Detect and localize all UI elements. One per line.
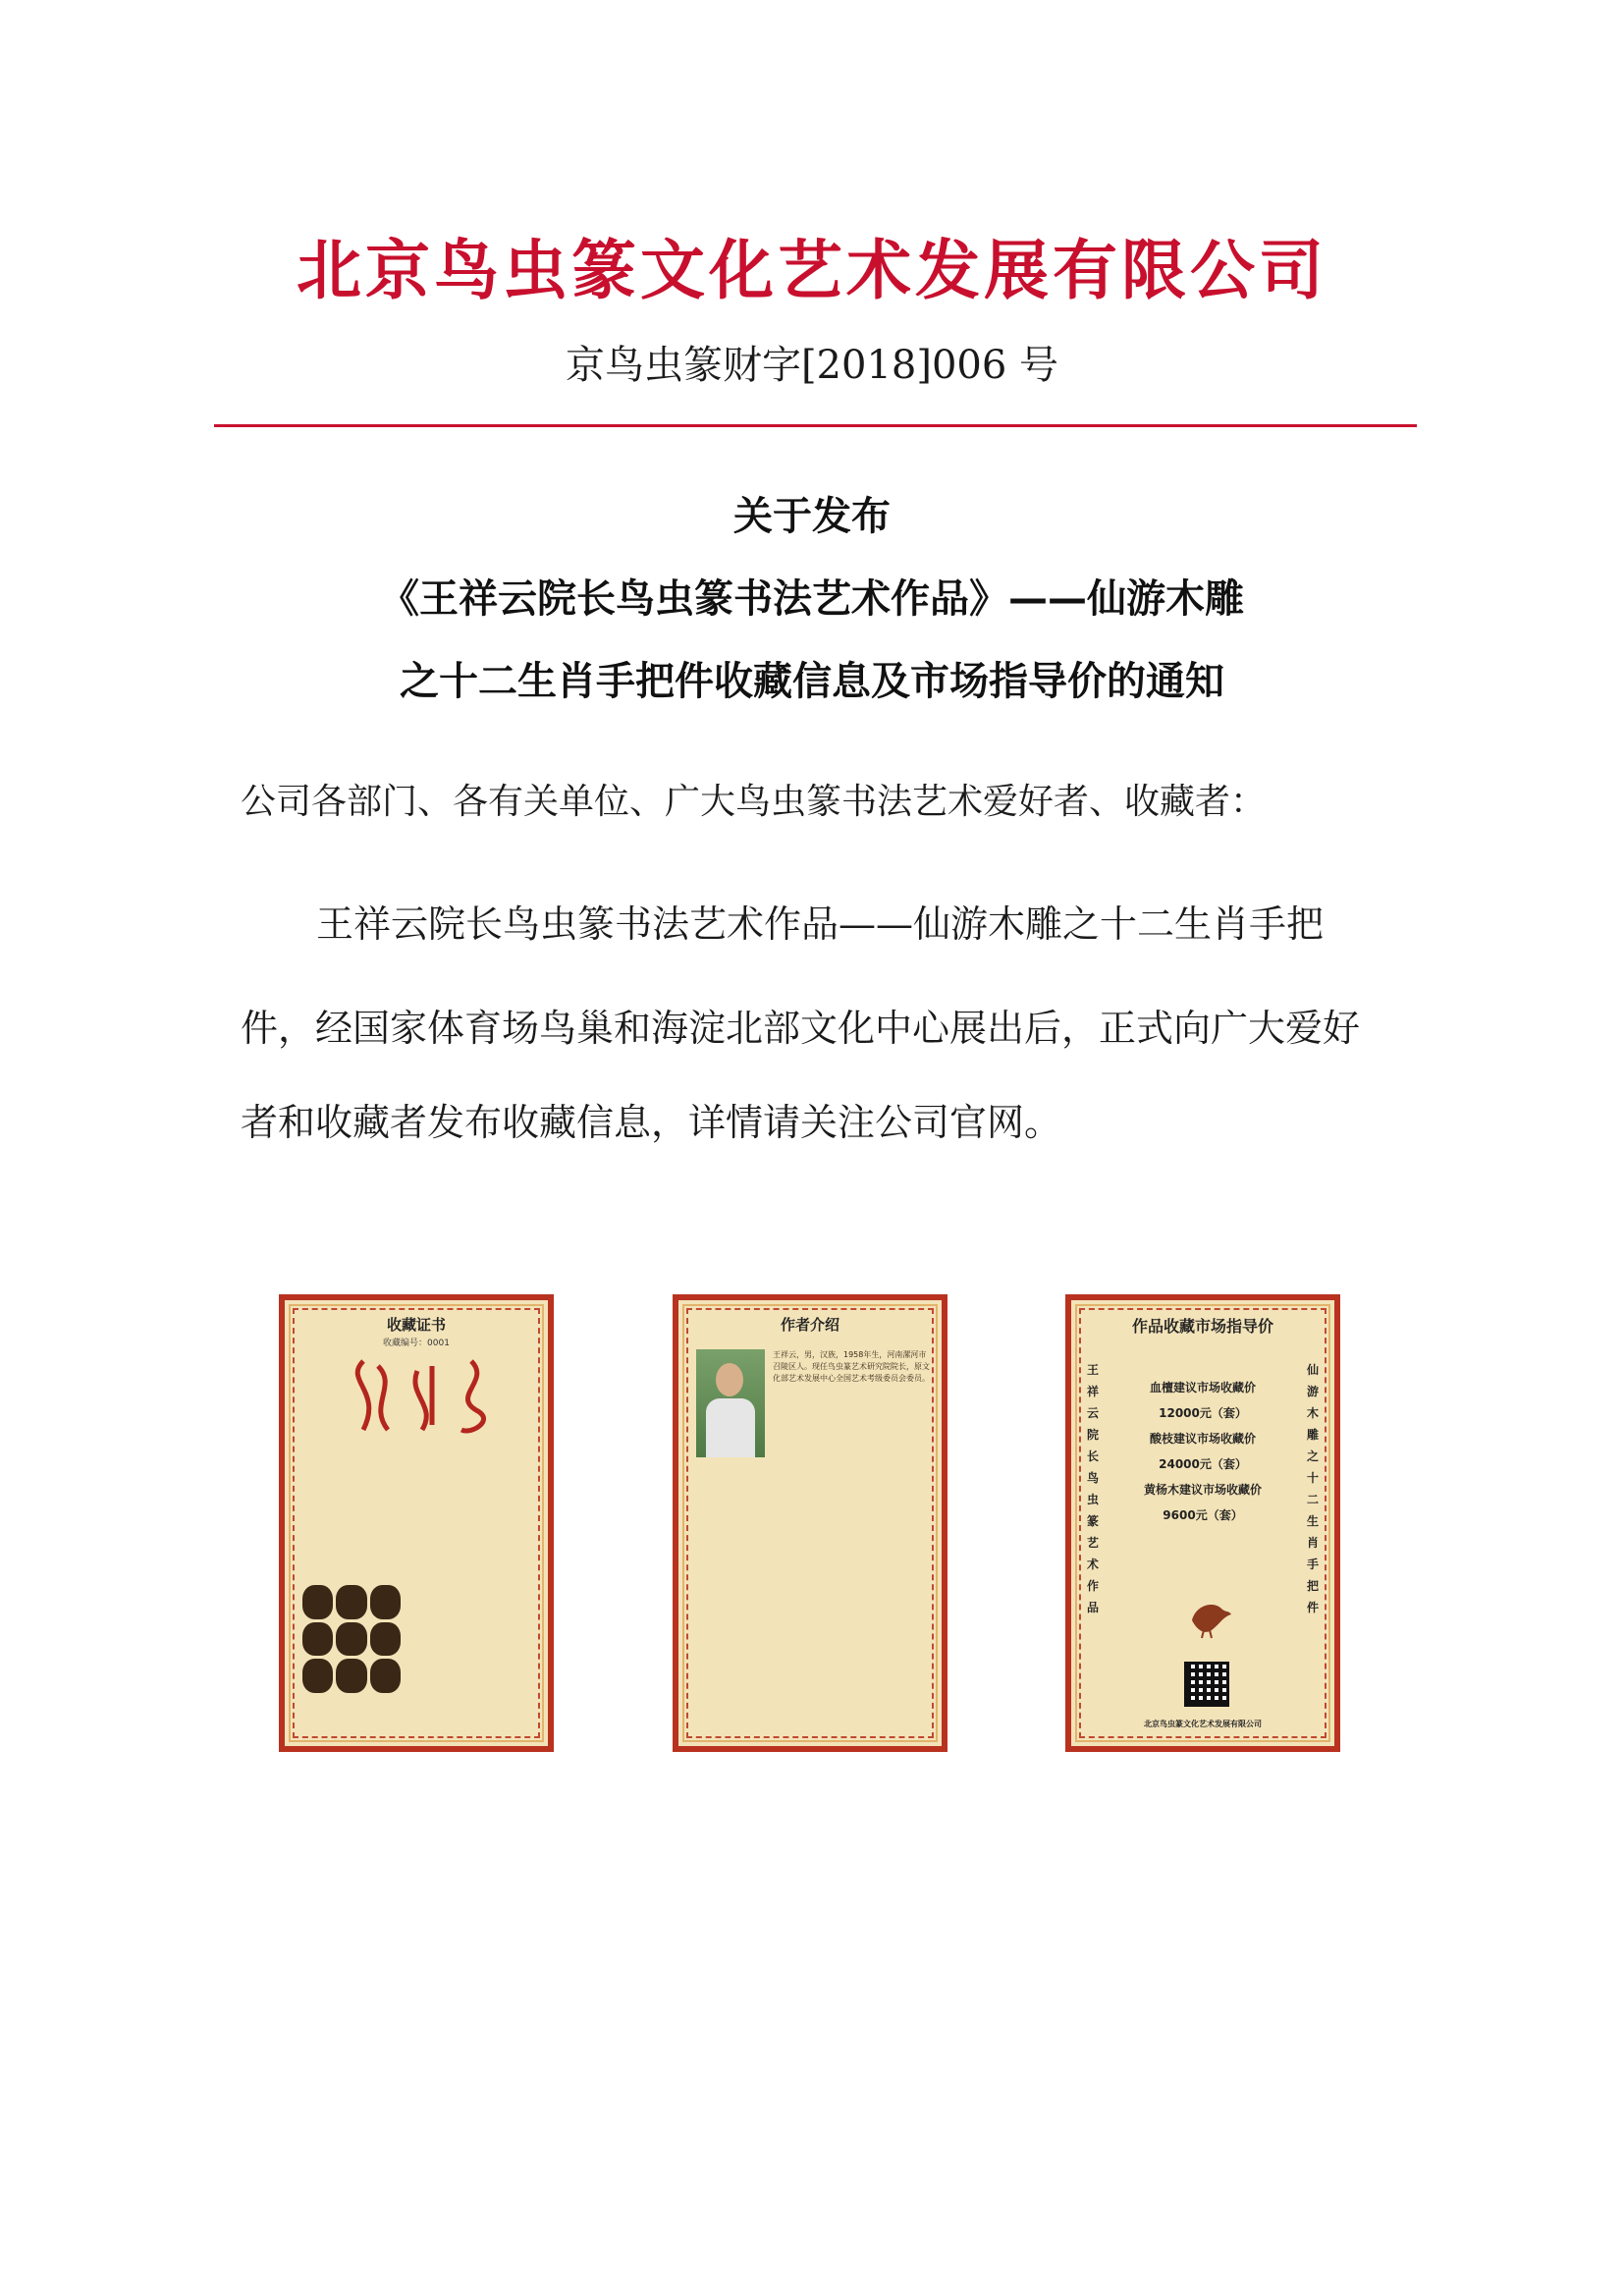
header-divider [214, 424, 1417, 427]
certificate-card-image [279, 1294, 554, 1752]
certificate-footer-text-block [304, 1697, 540, 1744]
body-paragraph-line-2: 件，经国家体育场鸟巢和海淀北部文化中心展出后，正式向广大爱好 [241, 1007, 1361, 1050]
company-name: 北京鸟虫篆文化艺术发展有限公司 [297, 233, 1327, 308]
bird-logo-icon [1184, 1591, 1233, 1640]
price-card-right-vertical-text: 仙游木雕之十二生肖手把件 [1306, 1363, 1319, 1614]
notice-title-line-2: 《王祥云院长鸟虫篆书法艺术作品》——仙游木雕 [380, 576, 1244, 622]
price-value-1: 12000元（套） [1159, 1406, 1247, 1420]
author-bio-text-block [696, 1465, 936, 1730]
document-number: 京鸟虫篆财字[2018]006 号 [565, 343, 1059, 388]
price-guide-card-image [1065, 1294, 1340, 1752]
certificate-number: 收藏编号：0001 [383, 1339, 450, 1348]
carvings-photo [302, 1585, 401, 1693]
price-value-3: 9600元（套） [1163, 1508, 1243, 1522]
author-card-image [673, 1294, 947, 1752]
notice-title-line-3: 之十二生肖手把件收藏信息及市场指导价的通知 [400, 659, 1224, 704]
salutation: 公司各部门、各有关单位、广大鸟虫篆书法艺术爱好者、收藏者： [241, 782, 1267, 822]
price-label-1: 血檀建议市场收藏价 [1149, 1381, 1256, 1394]
price-card-title: 作品收藏市场指导价 [1131, 1317, 1273, 1336]
price-card-footer: 北京鸟虫篆文化艺术发展有限公司 [1144, 1720, 1262, 1728]
author-portrait [696, 1349, 765, 1457]
calligraphy-seal-icon [324, 1351, 520, 1440]
author-card-title: 作者介绍 [780, 1316, 839, 1334]
author-intro-text: 王祥云，男，汉族，1958年生，河南漯河市召陵区人。现任鸟虫篆艺术研究院院长，原文化部艺术发展中心全国艺术考级委员会委员。 [773, 1350, 930, 1383]
certificate-title: 收藏证书 [386, 1316, 446, 1334]
price-card-left-vertical-text: 王祥云院长鸟虫篆艺术作品 [1086, 1363, 1099, 1614]
certificate-body-text-block [304, 1455, 540, 1573]
price-label-3: 黄杨木建议市场收藏价 [1143, 1483, 1262, 1497]
body-paragraph-line-1: 王祥云院长鸟虫篆书法艺术作品——仙游木雕之十二生肖手把 [316, 902, 1325, 946]
notice-title-line-1: 关于发布 [733, 494, 891, 539]
price-value-2: 24000元（套） [1159, 1457, 1247, 1471]
qr-code-icon [1184, 1662, 1229, 1707]
price-label-2: 酸枝建议市场收藏价 [1149, 1432, 1256, 1446]
body-paragraph-line-3: 者和收藏者发布收藏信息，详情请关注公司官网。 [241, 1101, 1062, 1144]
certificate-side-text-block [406, 1585, 542, 1693]
